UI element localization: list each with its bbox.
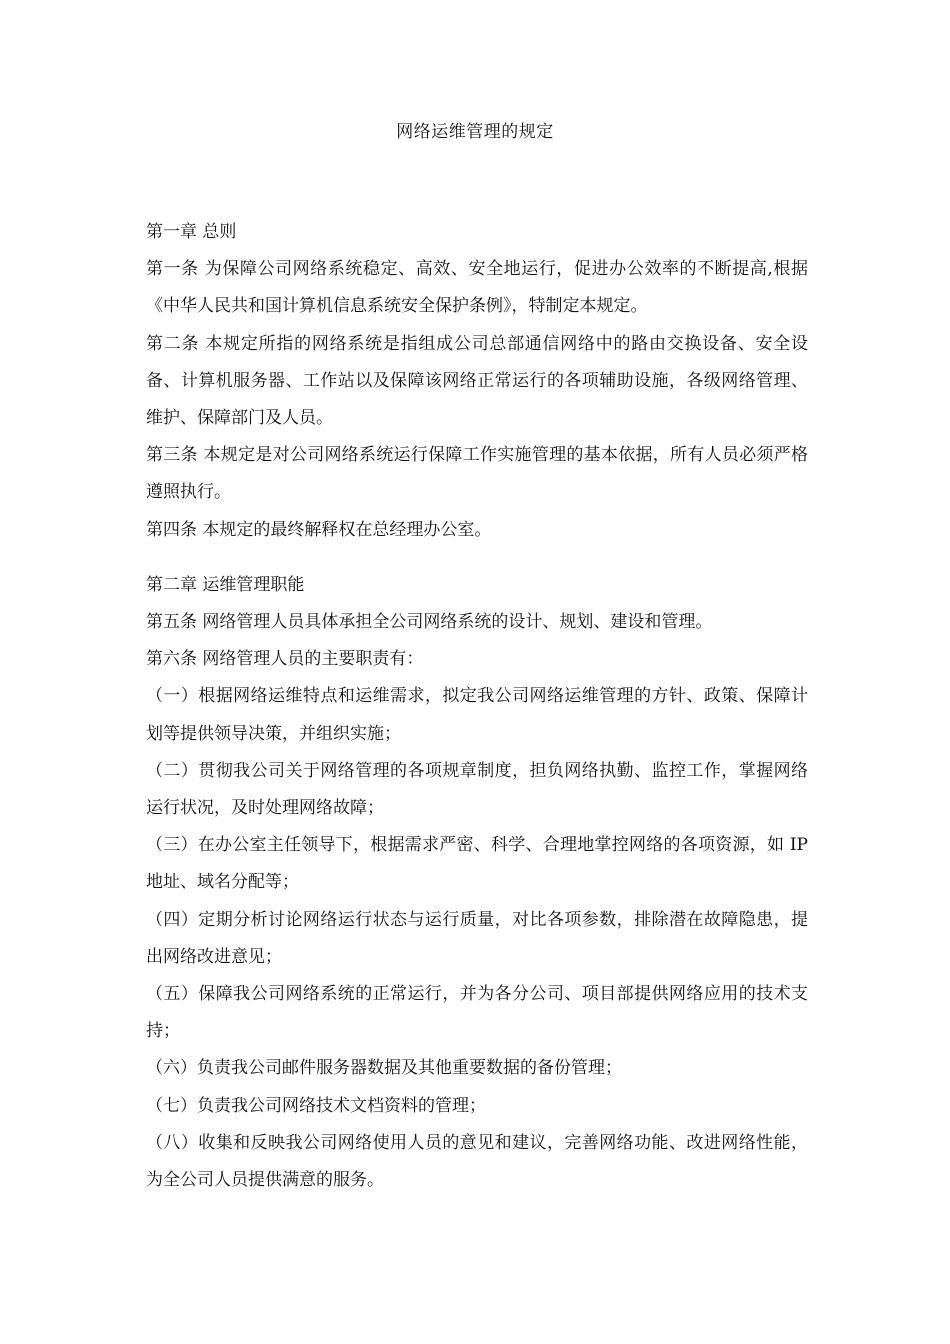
duty-item-6: （六）负责我公司邮件服务器数据及其他重要数据的备份管理； [146,1058,622,1079]
duty-item-3: （三）在办公室主任领导下，根据需求严密、科学、合理地掌控网络的各项资源，如 IP 地址、域名分配等； [146,835,808,893]
duty-item-5: （五）保障我公司网络系统的正常运行，并为各分公司、项目部提供网络应用的技术支持； [146,984,808,1042]
article-3: 第三条 本规定是对公司网络系统运行保障工作实施管理的基本依据，所有人员必须严格遵照执行。 [146,445,808,503]
article-6: 第六条 网络管理人员的主要职责有： [146,649,424,670]
chapter-1-heading: 第一章 总则 [146,222,237,242]
document-body [146,214,808,1199]
article-4: 第四条 本规定的最终解释权在总经理办公室。 [146,519,492,540]
duty-item-2: （二）贯彻我公司关于网络管理的各项规章制度，担负网络执勤、监控工作，掌握网络运行状况，及时处理网络故障； [146,760,808,819]
chapter-2-heading: 第二章 运维管理职能 [146,574,305,595]
article-1: 第一条 为保障公司网络系统稳定、高效、安全地运行，促进办公效率的不断提高,根据《中华人民共和国计算机信息系统安全保护条例》，特制定本规定。 [146,259,808,317]
article-5: 第五条 网络管理人员具体承担全公司网络系统的设计、规划、建设和管理。 [146,612,713,633]
duty-item-1: （一）根据网络运维特点和运维需求，拟定我公司网络运维管理的方针、政策、保障计划等提供领导决策，并组织实施； [146,686,808,744]
chapter-spacer [146,549,808,567]
document-title: 网络运维管理的规定 [396,122,554,142]
duty-item-8: （八）收集和反映我公司网络使用人员的意见和建议，完善网络功能、改进网络性能，为全公司人员提供满意的服务。 [146,1132,808,1191]
article-2: 第二条 本规定所指的网络系统是指组成公司总部通信网络中的路由交换设备、安全设备、计算机服务器、工作站以及保障该网络正常运行的各项辅助设施，各级网络管理、维护、保障部门及人员。 [146,333,808,429]
duty-item-7: （七）负责我公司网络技术文档资料的管理； [146,1095,486,1116]
duty-item-4: （四）定期分析讨论网络运行状态与运行质量，对比各项参数，排除潜在故障隐患，提出网络改进意见； [146,909,808,967]
